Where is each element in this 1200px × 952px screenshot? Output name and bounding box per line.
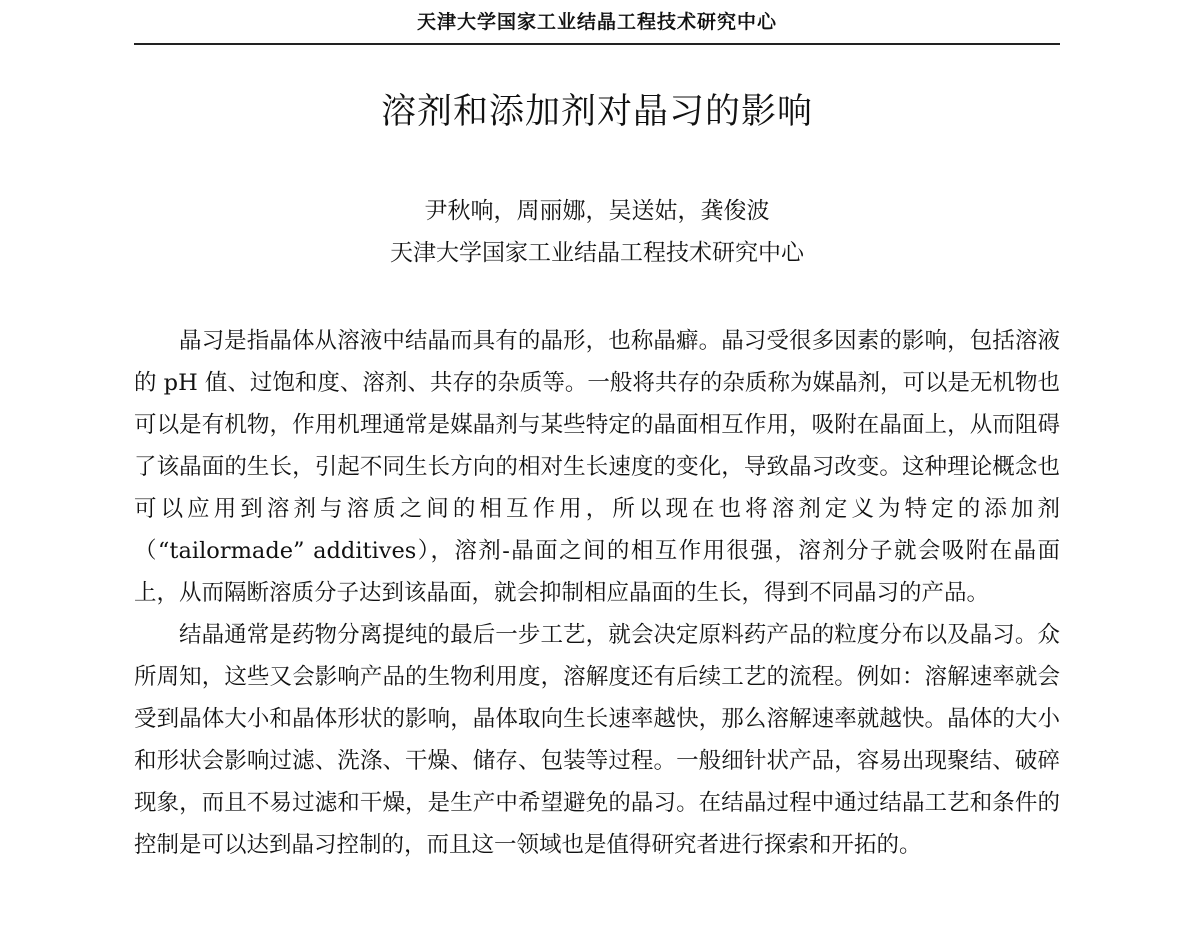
paragraph: 晶习是指晶体从溶液中结晶而具有的晶形，也称晶癖。晶习受很多因素的影响，包括溶液的 pH 值、过饱和度、溶剂、共存的杂质等。一般将共存的杂质称为媒晶剂，可以是无机物也可以是有机物，作用机理通常是媒晶剂与某些特定的晶面相互作用，吸附在晶面上，从而阻碍了该晶面的生长，引起不同生长方向的相对生长速度的变化，导致晶习改变。这种理论概念也可以应用到溶剂与溶质之间的相互作用，所以现在也将溶剂定义为特定的添加剂（“tailormade” additives），溶剂-晶面之间的相互作用很强，溶剂分子就会吸附在晶面上，从而隔断溶质分子达到该晶面，就会抑制相应晶面的生长，得到不同晶习的产品。 xyxy=(134,328,1060,606)
paragraph: 结晶通常是药物分离提纯的最后一步工艺，就会决定原料药产品的粒度分布以及晶习。众所周知，这些又会影响产品的生物利用度，溶解度还有后续工艺的流程。例如：溶解速率就会受到晶体大小和晶体形状的影响，晶体取向生长速率越快，那么溶解速率就越快。晶体的大小和形状会影响过滤、洗涤、干燥、储存、包装等过程。一般细针状产品，容易出现聚结、破碎现象，而且不易过滤和干燥，是生产中希望避免的晶习。在结晶过程中通过结晶工艺和条件的控制是可以达到晶习控制的，而且这一领域也是值得研究者进行探索和开拓的。 xyxy=(134,622,1060,858)
paper-title: 溶剂和添加剂对晶习的影响 xyxy=(380,92,813,132)
author-list: 尹秋响，周丽娜，吴送姑，龚俊波 xyxy=(424,198,770,224)
body-text xyxy=(134,320,1060,866)
header-rule xyxy=(134,43,1060,45)
running-header: 天津大学国家工业结晶工程技术研究中心 xyxy=(416,11,777,33)
affiliation: 天津大学国家工业结晶工程技术研究中心 xyxy=(390,240,804,266)
